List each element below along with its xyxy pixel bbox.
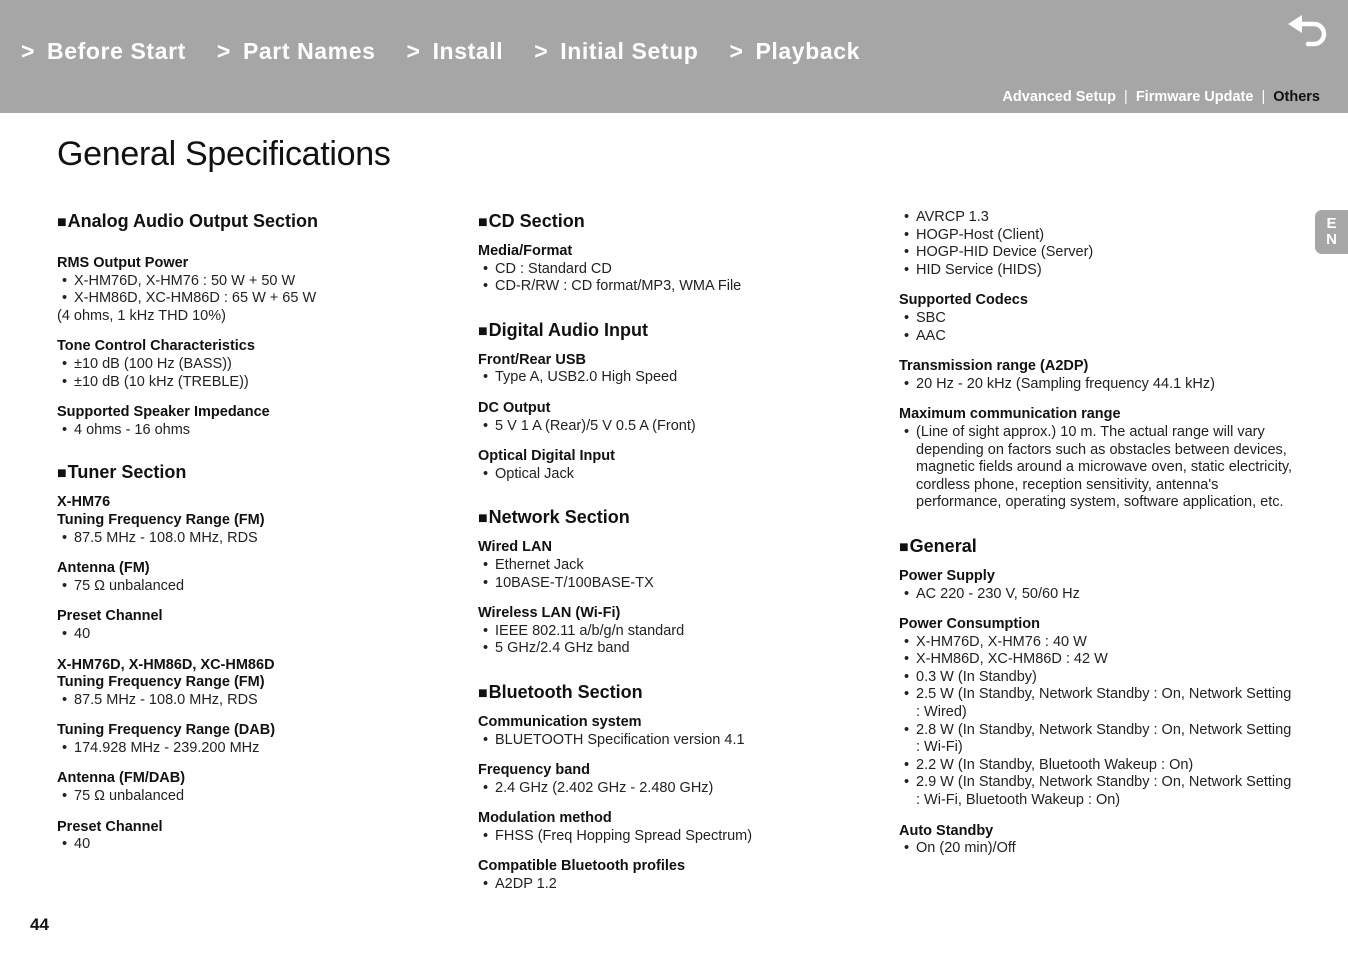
spec-optical-input <box>478 448 868 483</box>
spec-list <box>478 418 868 436</box>
spec-rms-output <box>57 255 447 325</box>
spec-item: • Type A, USB2.0 High Speed <box>478 369 868 387</box>
subnav-separator: | <box>1124 89 1128 105</box>
language-tab <box>1315 210 1348 254</box>
spec-item: • FHSS (Freq Hopping Spread Spectrum) <box>478 828 868 846</box>
spec-label: Modulation method <box>478 810 612 827</box>
spec-label: Supported Speaker Impedance <box>57 404 270 421</box>
spec-list <box>899 209 1299 279</box>
spec-frequency-band <box>478 762 868 797</box>
spec-list <box>57 273 447 308</box>
spec-media-format <box>478 243 868 296</box>
spec-item: • ±10 dB (10 kHz (TREBLE)) <box>57 374 447 392</box>
spec-list <box>899 376 1299 394</box>
nav-initial-setup[interactable]: > Initial Setup <box>534 38 699 64</box>
spec-item: • 87.5 MHz - 108.0 MHz, RDS <box>57 530 447 548</box>
spec-communication-system <box>478 714 868 749</box>
subnav-advanced-setup[interactable]: Advanced Setup <box>1002 89 1117 105</box>
spec-usb <box>478 352 868 387</box>
spec-label: Tuning Frequency Range (FM) <box>57 511 265 528</box>
square-bullet-icon: ■ <box>57 214 67 231</box>
spec-list <box>478 261 868 296</box>
spec-label: Frequency band <box>478 762 590 779</box>
spec-list <box>478 876 868 894</box>
spec-list <box>478 780 868 798</box>
spec-model-label: X-HM76 <box>57 494 111 511</box>
nav-playback[interactable]: > Playback <box>729 38 861 64</box>
chevron-right-icon: > <box>729 38 744 64</box>
spec-preset-channel <box>57 608 447 643</box>
spec-label: DC Output <box>478 399 551 416</box>
subnav-firmware-update[interactable]: Firmware Update <box>1135 89 1254 105</box>
spec-wired-lan <box>478 539 868 592</box>
spec-item: • X-HM76D, X-HM76 : 40 W <box>899 634 1299 652</box>
square-bullet-icon: ■ <box>899 538 909 556</box>
spec-item: • 5 V 1 A (Rear)/5 V 0.5 A (Front) <box>478 418 868 436</box>
chevron-right-icon: > <box>21 38 36 64</box>
spec-label: Tuning Frequency Range (DAB) <box>57 722 276 739</box>
spec-tuner-fm-dab-models <box>57 657 447 710</box>
spec-item: • 75 Ω unbalanced <box>57 788 447 806</box>
section-title-general: ■General <box>899 535 977 556</box>
spec-antenna-fm <box>57 560 447 595</box>
spec-list <box>57 356 447 391</box>
spec-bluetooth-profiles-cont <box>899 209 1299 279</box>
spec-label: Power Consumption <box>899 616 1040 633</box>
page-title: General Specifications <box>57 135 391 173</box>
spec-label: Tone Control Characteristics <box>57 338 255 355</box>
spec-label: Wireless LAN (Wi-Fi) <box>478 605 621 622</box>
spec-label: Transmission range (A2DP) <box>899 358 1089 375</box>
spec-list <box>478 828 868 846</box>
spec-preset-channel-2 <box>57 819 447 854</box>
spec-power-supply <box>899 568 1299 603</box>
spec-item: • CD : Standard CD <box>478 261 868 279</box>
spec-label: Maximum communication range <box>899 406 1121 423</box>
spec-item: • HOGP-Host (Client) <box>899 227 1299 245</box>
spec-list <box>57 836 447 854</box>
spec-label: RMS Output Power <box>57 255 189 271</box>
spec-item: • 2.4 GHz (2.402 GHz - 2.480 GHz) <box>478 780 868 798</box>
nav-install[interactable]: > Install <box>406 38 504 64</box>
spec-item: • 5 GHz/2.4 GHz band <box>478 640 868 658</box>
spec-list <box>57 578 447 596</box>
spec-bluetooth-profiles <box>478 858 868 893</box>
spec-supported-codecs <box>899 292 1299 345</box>
spec-label: Compatible Bluetooth profiles <box>478 858 686 875</box>
spec-communication-range <box>899 406 1299 512</box>
spec-item: • AAC <box>899 328 1299 346</box>
spec-item: • 4 ohms - 16 ohms <box>57 422 447 440</box>
spec-item: • BLUETOOTH Specification version 4.1 <box>478 732 868 750</box>
section-title-digital-input: ■Digital Audio Input <box>478 319 648 340</box>
spec-item: • IEEE 802.11 a/b/g/n standard <box>478 623 868 641</box>
spec-note: (4 ohms, 1 kHz THD 10%) <box>57 307 226 324</box>
nav-part-names[interactable]: > Part Names <box>216 38 376 64</box>
spec-modulation-method <box>478 810 868 845</box>
section-title-cd: ■CD Section <box>478 211 585 231</box>
chevron-right-icon: > <box>406 38 421 64</box>
spec-item: • 10BASE-T/100BASE-TX <box>478 575 868 593</box>
spec-item: • 87.5 MHz - 108.0 MHz, RDS <box>57 692 447 710</box>
spec-item: • On (20 min)/Off <box>899 840 1299 858</box>
return-arrow-icon[interactable] <box>1286 14 1330 52</box>
spec-item: • ±10 dB (100 Hz (BASS)) <box>57 356 447 374</box>
chevron-right-icon: > <box>216 38 231 64</box>
spec-list <box>478 732 868 750</box>
square-bullet-icon: ■ <box>478 510 488 528</box>
spec-list <box>57 740 447 758</box>
spec-label: Tuning Frequency Range (FM) <box>57 674 265 691</box>
sub-nav <box>1002 89 1320 105</box>
spec-label: Communication system <box>478 713 642 730</box>
spec-item: • 2.9 W (In Standby, Network Standby : On, Network Setting : Wi-Fi, Bluetooth Wakeup : On) <box>899 774 1299 809</box>
spec-list <box>57 692 447 710</box>
spec-column-2 <box>478 210 868 894</box>
spec-list <box>478 623 868 658</box>
subnav-separator: | <box>1261 89 1266 105</box>
spec-label: Preset Channel <box>57 818 163 835</box>
section-title-bluetooth: ■Bluetooth Section <box>478 681 643 702</box>
lang-letter: E <box>1326 215 1337 232</box>
spec-item: • 174.928 MHz - 239.200 MHz <box>57 740 447 758</box>
spec-power-consumption <box>899 616 1299 810</box>
spec-list <box>899 586 1299 604</box>
spec-column-1 <box>57 210 447 854</box>
spec-list <box>57 788 447 806</box>
spec-label: Media/Format <box>478 243 573 259</box>
spec-item: • 2.5 W (In Standby, Network Standby : On, Network Setting : Wired) <box>899 686 1299 721</box>
spec-label: Antenna (FM) <box>57 560 150 577</box>
lang-letter: N <box>1326 231 1337 248</box>
spec-item: • 40 <box>57 836 447 854</box>
spec-list <box>478 557 868 592</box>
spec-list <box>899 634 1299 810</box>
spec-item: • 20 Hz - 20 kHz (Sampling frequency 44.1 kHz) <box>899 376 1299 394</box>
subnav-others[interactable]: Others <box>1273 89 1320 105</box>
square-bullet-icon: ■ <box>57 465 67 483</box>
spec-list <box>899 840 1299 858</box>
section-title-tuner: ■Tuner Section <box>57 462 187 483</box>
square-bullet-icon: ■ <box>478 684 488 702</box>
spec-wireless-lan <box>478 605 868 658</box>
spec-item: • (Line of sight approx.) 10 m. The actual range will vary depending on factors such as obstacles between devices, magnetic fields around a microwave oven, static electricity, cordless phone, reception sensitivity, antenna's performance, operating system, software application, etc. <box>899 424 1299 512</box>
spec-list <box>57 530 447 548</box>
section-title-network: ■Network Section <box>478 507 630 528</box>
spec-label: Preset Channel <box>57 608 163 625</box>
spec-transmission-range <box>899 358 1299 393</box>
chevron-right-icon: > <box>534 38 549 64</box>
spec-list <box>899 424 1299 512</box>
spec-label: Auto Standby <box>899 822 994 839</box>
section-title-analog: ■Analog Audio Output Section <box>57 211 318 231</box>
spec-antenna-fm-dab <box>57 770 447 805</box>
spec-item: • X-HM86D, XC-HM86D : 42 W <box>899 651 1299 669</box>
page-number: 44 <box>30 915 49 934</box>
spec-list <box>478 369 868 387</box>
spec-model-label: X-HM76D, X-HM86D, XC-HM86D <box>57 656 275 673</box>
spec-item: • AC 220 - 230 V, 50/60 Hz <box>899 586 1299 604</box>
spec-item: • A2DP 1.2 <box>478 876 868 894</box>
nav-before-start[interactable]: > Before Start <box>21 38 186 64</box>
spec-label: Power Supply <box>899 567 995 584</box>
spec-item: • 75 Ω unbalanced <box>57 578 447 596</box>
spec-dc-output <box>478 400 868 435</box>
spec-item: • X-HM76D, X-HM76 : 50 W + 50 W <box>57 273 447 291</box>
spec-item: • SBC <box>899 310 1299 328</box>
spec-tuner-fm-x-hm76 <box>57 494 447 547</box>
square-bullet-icon: ■ <box>478 214 488 231</box>
spec-item: • CD-R/RW : CD format/MP3, WMA File <box>478 278 868 296</box>
spec-auto-standby <box>899 823 1299 858</box>
spec-item: • 2.8 W (In Standby, Network Standby : On, Network Setting : Wi-Fi) <box>899 722 1299 757</box>
spec-item: • Ethernet Jack <box>478 557 868 575</box>
spec-list <box>899 310 1299 345</box>
header-bar <box>0 0 1348 113</box>
spec-item: • 2.2 W (In Standby, Bluetooth Wakeup : On) <box>899 757 1299 775</box>
spec-label: Optical Digital Input <box>478 448 615 465</box>
spec-list <box>57 626 447 644</box>
spec-label: Front/Rear USB <box>478 351 586 368</box>
spec-item: • AVRCP 1.3 <box>899 209 1299 227</box>
spec-item: • X-HM86D, XC-HM86D : 65 W + 65 W <box>57 290 447 308</box>
spec-tone-control <box>57 338 447 391</box>
spec-speaker-impedance <box>57 404 447 439</box>
spec-item: • HOGP-HID Device (Server) <box>899 244 1299 262</box>
spec-item: • HID Service (HIDS) <box>899 262 1299 280</box>
spec-column-3 <box>899 209 1299 858</box>
spec-list <box>478 466 868 484</box>
spec-list <box>57 422 447 440</box>
square-bullet-icon: ■ <box>478 322 488 340</box>
main-nav <box>21 38 891 65</box>
spec-item: • Optical Jack <box>478 466 868 484</box>
spec-label: Antenna (FM/DAB) <box>57 770 186 787</box>
spec-tuning-dab <box>57 722 447 757</box>
spec-label: Wired LAN <box>478 539 552 556</box>
spec-item: • 40 <box>57 626 447 644</box>
spec-item: • 0.3 W (In Standby) <box>899 669 1299 687</box>
spec-label: Supported Codecs <box>899 292 1028 309</box>
